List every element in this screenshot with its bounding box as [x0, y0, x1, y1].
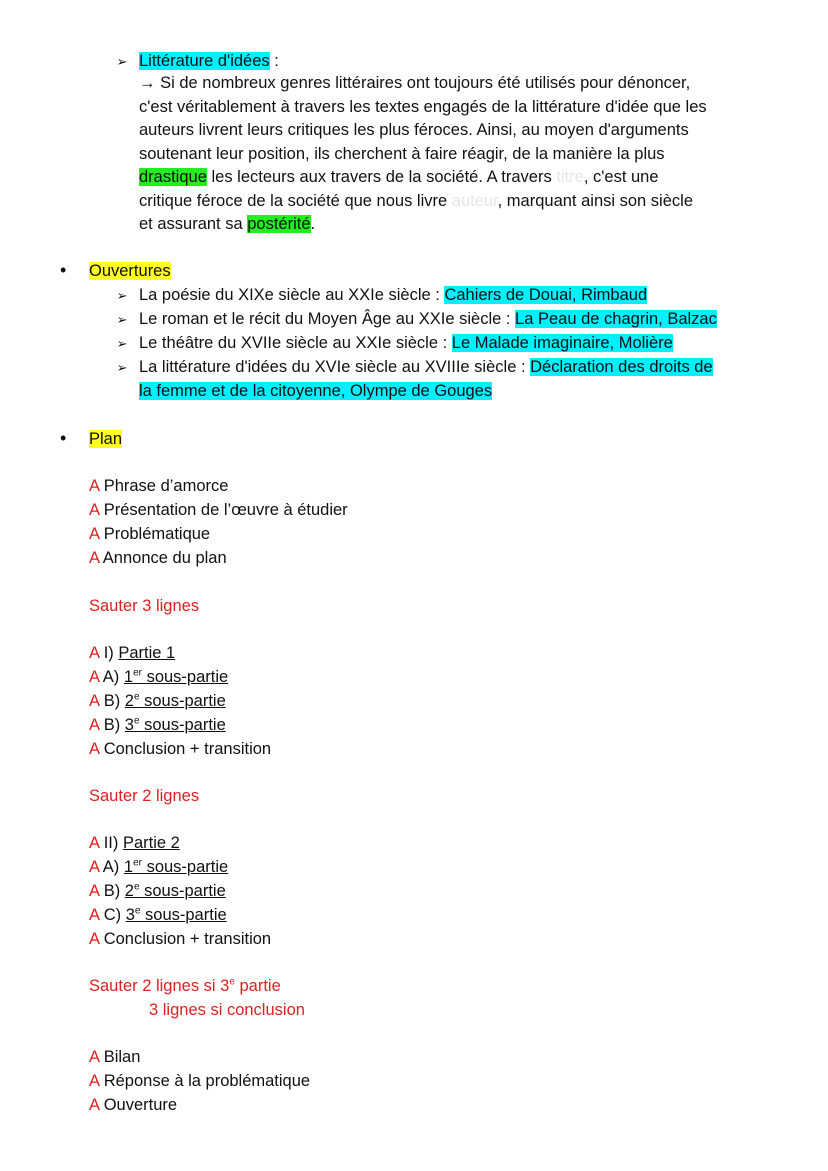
part-label: Partie 1 [118, 644, 176, 662]
plan-marker: A [89, 549, 100, 567]
plan-line [89, 499, 348, 523]
plan-text: B) [103, 692, 125, 710]
plan-line [89, 904, 227, 928]
ouverture-item [116, 332, 673, 356]
plan-line [89, 856, 228, 880]
subpart-label [125, 692, 226, 710]
subpart-sup: er [133, 857, 142, 869]
subpart-num: 1 [123, 668, 134, 686]
ouverture-text: La littérature d'idées du XVIe siècle au XVIIIe siècle : [139, 358, 531, 376]
subpart-num: 2 [124, 882, 134, 900]
part-label: Partie 2 [122, 834, 180, 852]
subpart-num: 2 [124, 692, 134, 710]
ouverture-text: La poésie du XIXe siècle au XXIe siècle : [139, 286, 445, 304]
plan-title-text: Plan [89, 430, 123, 448]
plan-text: Problématique [103, 525, 211, 543]
para-text: , marquant ainsi son siècle [497, 191, 693, 210]
subpart-text: sous-partie [141, 668, 229, 686]
arrow-bullet-icon: ➢ [116, 54, 128, 69]
plan-line [89, 523, 210, 547]
para-text: . [310, 215, 316, 233]
para-line [139, 166, 789, 190]
plan-line [89, 690, 226, 714]
ouvertures-title [89, 260, 171, 284]
plan-line [89, 714, 226, 738]
ouverture-text: Le théâtre du XVIIe siècle au XXIe siècle : [139, 334, 452, 352]
idees-heading [116, 50, 279, 74]
skip-note: 3 lignes si conclusion [149, 1001, 305, 1019]
plan-marker: A [89, 882, 100, 900]
plan-line [89, 666, 228, 690]
plan-line [89, 1046, 140, 1070]
subpart-num: 3 [125, 906, 135, 924]
plan-marker: A [89, 692, 100, 710]
subpart-sup: e [133, 881, 140, 893]
subpart-label [125, 882, 226, 900]
plan-marker: A [89, 1096, 100, 1114]
ouverture-work: Le Malade imaginaire, Molière [451, 334, 673, 352]
para-text: les lecteurs aux travers de la société. A travers [206, 168, 557, 186]
plan-line [89, 738, 271, 762]
skip-sup: e [229, 976, 235, 988]
ouverture-work: Déclaration des droits de [530, 358, 713, 376]
plan-text: B) [103, 716, 125, 734]
plan-text: Bilan [103, 1048, 141, 1066]
plan-line [89, 475, 228, 499]
ouverture-item [116, 308, 717, 332]
subpart-text: sous-partie [139, 882, 226, 900]
plan-text: A) [102, 858, 124, 876]
plan-line [89, 1094, 177, 1118]
skip-note [89, 975, 281, 999]
plan-line [89, 832, 180, 856]
skip-text: partie [234, 977, 281, 995]
plan-marker: A [89, 525, 100, 543]
ouverture-work: la femme et de la citoyenne, Olympe de Gouges [139, 382, 493, 400]
placeholder-auteur: auteur [451, 191, 498, 210]
plan-marker: A [89, 930, 100, 948]
subpart-num: 1 [123, 858, 134, 876]
plan-text: Réponse à la problématique [103, 1072, 311, 1090]
arrow-bullet-icon: ➢ [116, 360, 128, 375]
para-line: c'est véritablement à travers les textes engagés de la littérature d'idée que les [139, 97, 707, 116]
highlight-posterite: postérité [247, 215, 311, 233]
plan-marker: A [89, 644, 100, 662]
subpart-sup: e [133, 691, 140, 703]
subpart-label [126, 906, 227, 924]
subpart-sup: e [133, 715, 140, 727]
bullet-dot-icon: • [60, 260, 67, 280]
plan-text: Conclusion + transition [103, 930, 272, 948]
para-line [139, 213, 789, 237]
skip-note: Sauter 3 lignes [89, 597, 200, 615]
subpart-label [125, 716, 226, 734]
plan-marker: A [89, 668, 100, 686]
plan-text: II) [103, 834, 123, 852]
idees-paragraph [139, 72, 789, 237]
bullet-dot-icon: • [60, 428, 67, 448]
subpart-label [124, 668, 228, 686]
para-text: , c'est une [583, 168, 659, 186]
subpart-text: sous-partie [140, 906, 227, 924]
highlight-drastique: drastique [139, 168, 207, 186]
para-text: et assurant sa [139, 215, 248, 233]
skip-note: Sauter 2 lignes [89, 787, 200, 805]
ouverture-item [116, 356, 713, 380]
subpart-num: 3 [124, 716, 134, 734]
plan-marker: A [89, 740, 100, 758]
ouverture-item [116, 284, 648, 308]
arrow-bullet-icon: ➢ [116, 336, 128, 351]
plan-line [89, 1070, 310, 1094]
ouverture-work: Cahiers de Douai, Rimbaud [444, 286, 648, 304]
plan-line [89, 928, 271, 952]
plan-text: Annonce du plan [102, 549, 227, 567]
para-line: → Si de nombreux genres littéraires ont toujours été utilisés pour dénoncer, [139, 74, 691, 92]
plan-marker: A [89, 1048, 100, 1066]
para-line: auteurs livrent leurs critiques les plus féroces. Ainsi, au moyen d'arguments [139, 121, 689, 139]
ouverture-work: La Peau de chagrin, Balzac [515, 310, 717, 328]
para-text: critique féroce de la société que nous livre [139, 191, 452, 210]
plan-text: Conclusion + transition [103, 740, 272, 758]
plan-text: C) [103, 906, 126, 924]
plan-marker: A [89, 906, 100, 924]
subpart-text: sous-partie [139, 692, 226, 710]
arrow-bullet-icon: ➢ [116, 312, 128, 327]
placeholder-titre: titre [556, 168, 584, 186]
plan-line [89, 880, 226, 904]
plan-line [89, 547, 227, 571]
plan-marker: A [89, 834, 100, 852]
para-line [139, 190, 789, 214]
ouverture-item-continued [139, 380, 492, 404]
ouvertures-title-text: Ouvertures [89, 262, 171, 280]
plan-marker: A [89, 501, 100, 519]
para-line: soutenant leur position, ils cherchent à faire réagir, de la manière la plus [139, 144, 665, 163]
subpart-sup: er [133, 667, 142, 679]
skip-text: Sauter 2 lignes si 3 [89, 977, 230, 995]
plan-text: Présentation de l’œuvre à étudier [103, 501, 348, 519]
plan-text: Ouverture [103, 1096, 178, 1114]
plan-marker: A [89, 716, 100, 734]
plan-line [89, 642, 175, 666]
ouverture-text: Le roman et le récit du Moyen Âge au XXIe siècle : [139, 310, 516, 328]
plan-marker: A [89, 477, 100, 495]
plan-text: Phrase d’amorce [103, 477, 229, 495]
plan-text: I) [103, 644, 119, 662]
subpart-sup: e [134, 905, 141, 917]
plan-marker: A [89, 858, 100, 876]
subpart-text: sous-partie [141, 858, 229, 876]
subpart-label [124, 858, 228, 876]
idees-label: Littérature d'idées [139, 52, 270, 70]
plan-title [89, 428, 122, 452]
arrow-bullet-icon: ➢ [116, 288, 128, 303]
plan-marker: A [89, 1072, 100, 1090]
plan-text: B) [103, 882, 125, 900]
idees-colon: : [269, 52, 279, 70]
plan-text: A) [102, 668, 124, 686]
subpart-text: sous-partie [139, 716, 226, 734]
